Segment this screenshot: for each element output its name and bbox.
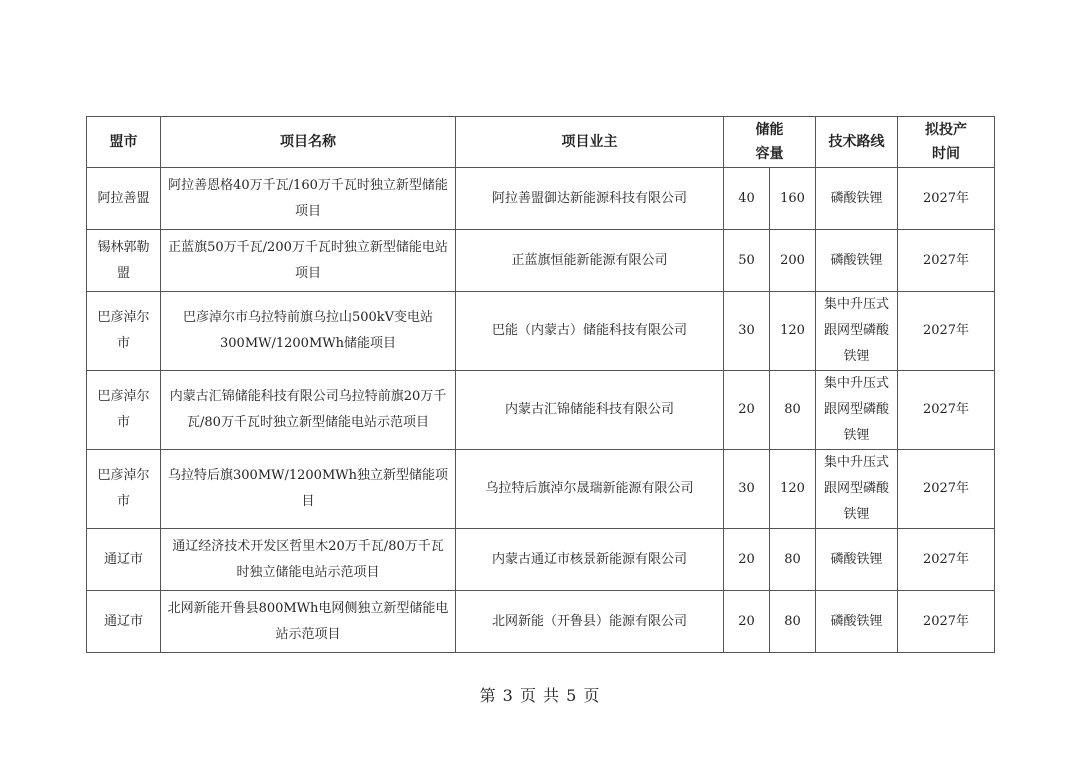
cell-production-date: 2027年 bbox=[898, 529, 995, 591]
cell-power: 40 bbox=[724, 168, 770, 230]
page-number: 第 3 页 共 5 页 bbox=[479, 686, 601, 705]
header-project-name: 项目名称 bbox=[161, 117, 456, 168]
cell-project-owner: 乌拉特后旗淖尔晟瑞新能源有限公司 bbox=[456, 450, 724, 529]
cell-tech-route: 集中升压式跟网型磷酸铁锂 bbox=[816, 450, 898, 529]
cell-project-name: 巴彦淖尔市乌拉特前旗乌拉山500kV变电站300MW/1200MWh储能项目 bbox=[161, 292, 456, 371]
cell-project-name: 北网新能开鲁县800MWh电网侧独立新型储能电站示范项目 bbox=[161, 591, 456, 653]
cell-project-owner: 内蒙古汇锦储能科技有限公司 bbox=[456, 371, 724, 450]
cell-project-owner: 北网新能（开鲁县）能源有限公司 bbox=[456, 591, 724, 653]
table-row bbox=[87, 591, 995, 653]
cell-energy: 80 bbox=[770, 371, 816, 450]
cell-energy: 120 bbox=[770, 450, 816, 529]
table-row bbox=[87, 292, 995, 371]
cell-project-owner: 内蒙古通辽市核景新能源有限公司 bbox=[456, 529, 724, 591]
cell-energy: 80 bbox=[770, 529, 816, 591]
cell-city: 锡林郭勒盟 bbox=[87, 230, 161, 292]
cell-project-owner: 巴能（内蒙古）储能科技有限公司 bbox=[456, 292, 724, 371]
cell-tech-route: 集中升压式跟网型磷酸铁锂 bbox=[816, 292, 898, 371]
cell-tech-route: 集中升压式跟网型磷酸铁锂 bbox=[816, 371, 898, 450]
header-project-owner: 项目业主 bbox=[456, 117, 724, 168]
table-row bbox=[87, 371, 995, 450]
project-table bbox=[86, 116, 995, 653]
cell-project-name: 通辽经济技术开发区哲里木20万千瓦/80万千瓦时独立储能电站示范项目 bbox=[161, 529, 456, 591]
cell-city: 阿拉善盟 bbox=[87, 168, 161, 230]
table-row bbox=[87, 529, 995, 591]
table-row bbox=[87, 450, 995, 529]
cell-tech-route: 磷酸铁锂 bbox=[816, 230, 898, 292]
cell-city: 通辽市 bbox=[87, 529, 161, 591]
cell-energy: 120 bbox=[770, 292, 816, 371]
cell-production-date: 2027年 bbox=[898, 168, 995, 230]
header-date-line1: 拟投产 bbox=[925, 122, 967, 138]
cell-power: 30 bbox=[724, 292, 770, 371]
cell-project-owner: 阿拉善盟御达新能源科技有限公司 bbox=[456, 168, 724, 230]
cell-energy: 160 bbox=[770, 168, 816, 230]
cell-power: 20 bbox=[724, 371, 770, 450]
cell-power: 20 bbox=[724, 591, 770, 653]
cell-energy: 80 bbox=[770, 591, 816, 653]
cell-tech-route: 磷酸铁锂 bbox=[816, 168, 898, 230]
cell-tech-route: 磷酸铁锂 bbox=[816, 591, 898, 653]
cell-city: 巴彦淖尔市 bbox=[87, 450, 161, 529]
cell-production-date: 2027年 bbox=[898, 450, 995, 529]
cell-production-date: 2027年 bbox=[898, 230, 995, 292]
header-tech-route: 技术路线 bbox=[816, 117, 898, 168]
header-production-date bbox=[898, 117, 995, 168]
table-row bbox=[87, 230, 995, 292]
header-city: 盟市 bbox=[87, 117, 161, 168]
header-capacity-line1: 储能 bbox=[755, 122, 784, 138]
cell-project-name: 正蓝旗50万千瓦/200万千瓦时独立新型储能电站项目 bbox=[161, 230, 456, 292]
cell-project-name: 阿拉善恩格40万千瓦/160万千瓦时独立新型储能项目 bbox=[161, 168, 456, 230]
table-row bbox=[87, 168, 995, 230]
cell-project-name: 内蒙古汇锦储能科技有限公司乌拉特前旗20万千瓦/80万千瓦时独立新型储能电站示范项目 bbox=[161, 371, 456, 450]
cell-tech-route: 磷酸铁锂 bbox=[816, 529, 898, 591]
cell-city: 巴彦淖尔市 bbox=[87, 371, 161, 450]
cell-power: 50 bbox=[724, 230, 770, 292]
header-capacity bbox=[724, 117, 816, 168]
cell-power: 20 bbox=[724, 529, 770, 591]
cell-city: 通辽市 bbox=[87, 591, 161, 653]
header-date-line2: 时间 bbox=[932, 146, 960, 162]
cell-energy: 200 bbox=[770, 230, 816, 292]
cell-city: 巴彦淖尔市 bbox=[87, 292, 161, 371]
cell-power: 30 bbox=[724, 450, 770, 529]
cell-production-date: 2027年 bbox=[898, 591, 995, 653]
cell-project-owner: 正蓝旗恒能新能源有限公司 bbox=[456, 230, 724, 292]
cell-project-name: 乌拉特后旗300MW/1200MWh独立新型储能项目 bbox=[161, 450, 456, 529]
header-row bbox=[87, 117, 995, 168]
cell-production-date: 2027年 bbox=[898, 371, 995, 450]
cell-production-date: 2027年 bbox=[898, 292, 995, 371]
header-capacity-line2: 容量 bbox=[755, 146, 784, 162]
